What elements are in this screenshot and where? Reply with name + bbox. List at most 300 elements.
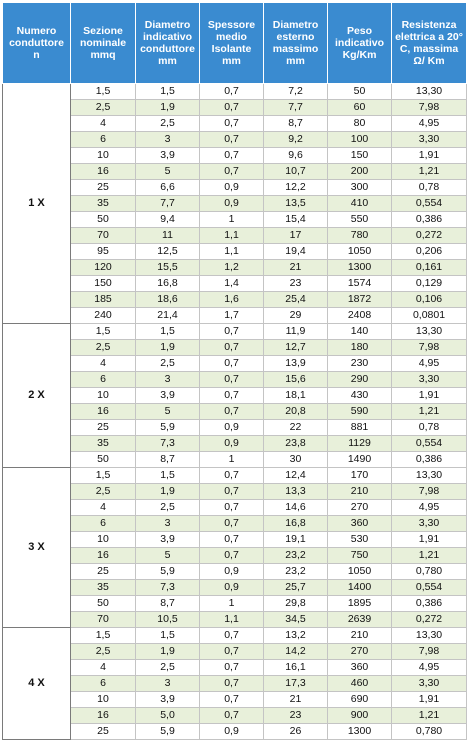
cell-spessore: 0,7	[200, 356, 264, 372]
cell-diametro-esterno: 8,7	[264, 116, 328, 132]
cell-sezione: 6	[71, 132, 136, 148]
cell-resistenza: 0,554	[392, 580, 467, 596]
table-row	[3, 644, 467, 660]
cell-peso: 80	[328, 116, 392, 132]
table-row	[3, 436, 467, 452]
cell-spessore: 0,9	[200, 564, 264, 580]
cell-peso: 150	[328, 148, 392, 164]
cell-diametro-conduttore: 1,5	[136, 628, 200, 644]
table-row	[3, 148, 467, 164]
cell-resistenza: 1,21	[392, 548, 467, 564]
cell-diametro-esterno: 9,6	[264, 148, 328, 164]
cell-spessore: 1	[200, 596, 264, 612]
cell-peso: 780	[328, 228, 392, 244]
cell-spessore: 0,7	[200, 516, 264, 532]
cell-spessore: 1	[200, 212, 264, 228]
cell-peso: 2639	[328, 612, 392, 628]
cell-sezione: 240	[71, 308, 136, 324]
cell-diametro-conduttore: 12,5	[136, 244, 200, 260]
cell-resistenza: 7,98	[392, 340, 467, 356]
cell-spessore: 1,1	[200, 612, 264, 628]
cell-diametro-conduttore: 7,3	[136, 436, 200, 452]
cell-spessore: 1	[200, 452, 264, 468]
cell-diametro-conduttore: 11	[136, 228, 200, 244]
cell-resistenza: 1,21	[392, 708, 467, 724]
cell-sezione: 6	[71, 516, 136, 532]
cell-diametro-esterno: 23,2	[264, 548, 328, 564]
cell-diametro-esterno: 12,4	[264, 468, 328, 484]
table-row	[3, 212, 467, 228]
cell-sezione: 50	[71, 212, 136, 228]
cell-spessore: 1,1	[200, 244, 264, 260]
header-numero-conduttore: Numero conduttore n	[3, 3, 71, 84]
cell-sezione: 16	[71, 404, 136, 420]
cell-diametro-esterno: 14,6	[264, 500, 328, 516]
cell-resistenza: 3,30	[392, 676, 467, 692]
table-row	[3, 324, 467, 340]
cell-peso: 1574	[328, 276, 392, 292]
cell-diametro-conduttore: 2,5	[136, 356, 200, 372]
cell-spessore: 0,9	[200, 580, 264, 596]
cell-sezione: 10	[71, 148, 136, 164]
cell-peso: 550	[328, 212, 392, 228]
cell-diametro-esterno: 23	[264, 276, 328, 292]
cell-spessore: 0,9	[200, 180, 264, 196]
cell-diametro-conduttore: 5	[136, 548, 200, 564]
cell-peso: 750	[328, 548, 392, 564]
cell-resistenza: 0,206	[392, 244, 467, 260]
cell-sezione: 4	[71, 500, 136, 516]
cell-spessore: 0,7	[200, 692, 264, 708]
header-diametro-esterno: Diametro esterno massimo mm	[264, 3, 328, 84]
cell-diametro-conduttore: 1,5	[136, 468, 200, 484]
cell-diametro-esterno: 23	[264, 708, 328, 724]
cell-spessore: 0,7	[200, 164, 264, 180]
cell-resistenza: 0,78	[392, 180, 467, 196]
table-row	[3, 676, 467, 692]
cell-sezione: 1,5	[71, 84, 136, 100]
cell-diametro-conduttore: 5	[136, 164, 200, 180]
cell-diametro-esterno: 13,2	[264, 628, 328, 644]
cell-sezione: 6	[71, 676, 136, 692]
cell-diametro-esterno: 25,4	[264, 292, 328, 308]
table-row	[3, 708, 467, 724]
cell-spessore: 0,7	[200, 708, 264, 724]
cell-diametro-conduttore: 2,5	[136, 500, 200, 516]
cell-peso: 881	[328, 420, 392, 436]
cell-diametro-esterno: 11,9	[264, 324, 328, 340]
cell-sezione: 120	[71, 260, 136, 276]
cell-spessore: 0,7	[200, 660, 264, 676]
cell-spessore: 0,9	[200, 724, 264, 740]
cell-spessore: 0,7	[200, 148, 264, 164]
cell-sezione: 4	[71, 116, 136, 132]
cell-diametro-esterno: 12,2	[264, 180, 328, 196]
cell-resistenza: 0,386	[392, 596, 467, 612]
cell-diametro-conduttore: 5,9	[136, 564, 200, 580]
cell-diametro-esterno: 21	[264, 692, 328, 708]
cell-diametro-esterno: 20,8	[264, 404, 328, 420]
table-row	[3, 116, 467, 132]
cell-sezione: 150	[71, 276, 136, 292]
cell-sezione: 95	[71, 244, 136, 260]
cell-diametro-esterno: 18,1	[264, 388, 328, 404]
cell-resistenza: 3,30	[392, 132, 467, 148]
cell-diametro-esterno: 29,8	[264, 596, 328, 612]
cell-diametro-esterno: 17,3	[264, 676, 328, 692]
table-row	[3, 100, 467, 116]
cell-spessore: 0,9	[200, 196, 264, 212]
cell-diametro-esterno: 15,4	[264, 212, 328, 228]
cell-diametro-conduttore: 5	[136, 404, 200, 420]
cell-peso: 50	[328, 84, 392, 100]
table-row	[3, 132, 467, 148]
cell-resistenza: 7,98	[392, 484, 467, 500]
cell-diametro-conduttore: 1,5	[136, 84, 200, 100]
cell-spessore: 1,7	[200, 308, 264, 324]
cell-resistenza: 0,780	[392, 564, 467, 580]
cell-resistenza: 1,91	[392, 532, 467, 548]
cell-sezione: 70	[71, 228, 136, 244]
table-row	[3, 628, 467, 644]
cell-peso: 1129	[328, 436, 392, 452]
cell-spessore: 0,7	[200, 100, 264, 116]
cell-diametro-esterno: 19,1	[264, 532, 328, 548]
header-sezione-nominale: Sezione nominale mmq	[71, 3, 136, 84]
cell-peso: 1050	[328, 564, 392, 580]
cell-resistenza: 7,98	[392, 644, 467, 660]
cell-peso: 210	[328, 484, 392, 500]
cell-peso: 900	[328, 708, 392, 724]
cell-resistenza: 1,91	[392, 388, 467, 404]
cell-resistenza: 4,95	[392, 500, 467, 516]
cell-spessore: 0,7	[200, 468, 264, 484]
cell-resistenza: 0,0801	[392, 308, 467, 324]
cell-diametro-conduttore: 5,9	[136, 420, 200, 436]
table-row	[3, 388, 467, 404]
cell-resistenza: 0,78	[392, 420, 467, 436]
cell-peso: 690	[328, 692, 392, 708]
cell-sezione: 10	[71, 692, 136, 708]
table-row	[3, 484, 467, 500]
table-row	[3, 84, 467, 100]
cell-diametro-conduttore: 9,4	[136, 212, 200, 228]
cell-diametro-esterno: 25,7	[264, 580, 328, 596]
cell-diametro-conduttore: 3,9	[136, 692, 200, 708]
cell-sezione: 4	[71, 660, 136, 676]
cell-sezione: 2,5	[71, 100, 136, 116]
cell-spessore: 1,2	[200, 260, 264, 276]
cell-diametro-conduttore: 1,9	[136, 644, 200, 660]
cell-spessore: 0,7	[200, 132, 264, 148]
cell-spessore: 1,1	[200, 228, 264, 244]
table-row	[3, 228, 467, 244]
cell-peso: 430	[328, 388, 392, 404]
cell-peso: 1872	[328, 292, 392, 308]
cell-resistenza: 0,129	[392, 276, 467, 292]
table-row	[3, 452, 467, 468]
cell-spessore: 0,7	[200, 484, 264, 500]
cell-peso: 1490	[328, 452, 392, 468]
cell-resistenza: 0,386	[392, 452, 467, 468]
cell-spessore: 0,9	[200, 420, 264, 436]
cell-resistenza: 0,386	[392, 212, 467, 228]
cell-diametro-esterno: 9,2	[264, 132, 328, 148]
cell-diametro-conduttore: 3	[136, 372, 200, 388]
cell-resistenza: 0,554	[392, 196, 467, 212]
cell-diametro-esterno: 34,5	[264, 612, 328, 628]
cell-peso: 1895	[328, 596, 392, 612]
table-row	[3, 340, 467, 356]
cell-resistenza: 7,98	[392, 100, 467, 116]
cell-diametro-esterno: 30	[264, 452, 328, 468]
header-peso-indicativo: Peso indicativo Kg/Km	[328, 3, 392, 84]
cell-peso: 360	[328, 660, 392, 676]
cell-peso: 360	[328, 516, 392, 532]
cell-sezione: 35	[71, 196, 136, 212]
cell-spessore: 0,7	[200, 340, 264, 356]
cell-peso: 140	[328, 324, 392, 340]
cell-sezione: 10	[71, 532, 136, 548]
table-body	[3, 84, 467, 740]
cell-diametro-conduttore: 7,7	[136, 196, 200, 212]
cell-peso: 200	[328, 164, 392, 180]
cell-diametro-conduttore: 2,5	[136, 660, 200, 676]
cell-spessore: 0,7	[200, 676, 264, 692]
cell-sezione: 10	[71, 388, 136, 404]
cell-sezione: 1,5	[71, 628, 136, 644]
cell-diametro-conduttore: 21,4	[136, 308, 200, 324]
cell-diametro-esterno: 15,6	[264, 372, 328, 388]
cell-resistenza: 13,30	[392, 324, 467, 340]
group-label: 3 X	[3, 468, 71, 628]
table-row	[3, 260, 467, 276]
cell-resistenza: 13,30	[392, 84, 467, 100]
cell-diametro-esterno: 13,5	[264, 196, 328, 212]
cell-resistenza: 1,21	[392, 164, 467, 180]
table-row	[3, 500, 467, 516]
cell-peso: 530	[328, 532, 392, 548]
cell-sezione: 25	[71, 564, 136, 580]
table-row	[3, 612, 467, 628]
cell-sezione: 35	[71, 580, 136, 596]
cell-diametro-conduttore: 15,5	[136, 260, 200, 276]
cell-diametro-conduttore: 6,6	[136, 180, 200, 196]
cell-peso: 1300	[328, 260, 392, 276]
cell-sezione: 50	[71, 452, 136, 468]
cell-resistenza: 0,780	[392, 724, 467, 740]
cell-diametro-conduttore: 3	[136, 132, 200, 148]
cell-spessore: 1,6	[200, 292, 264, 308]
cell-diametro-conduttore: 8,7	[136, 452, 200, 468]
cell-sezione: 185	[71, 292, 136, 308]
cell-peso: 230	[328, 356, 392, 372]
table-row	[3, 356, 467, 372]
cell-diametro-esterno: 13,9	[264, 356, 328, 372]
cell-diametro-conduttore: 8,7	[136, 596, 200, 612]
table-row	[3, 164, 467, 180]
cell-sezione: 4	[71, 356, 136, 372]
cell-diametro-conduttore: 3,9	[136, 532, 200, 548]
header-spessore-isolante: Spessore medio Isolante mm	[200, 3, 264, 84]
cell-diametro-esterno: 19,4	[264, 244, 328, 260]
cell-spessore: 0,7	[200, 324, 264, 340]
cell-diametro-esterno: 26	[264, 724, 328, 740]
cell-peso: 1400	[328, 580, 392, 596]
group-label: 1 X	[3, 84, 71, 324]
table-row	[3, 724, 467, 740]
cell-sezione: 1,5	[71, 324, 136, 340]
header-diametro-conduttore: Diametro indicativo conduttore mm	[136, 3, 200, 84]
table-row	[3, 516, 467, 532]
table-row	[3, 596, 467, 612]
cell-resistenza: 13,30	[392, 628, 467, 644]
cell-spessore: 0,7	[200, 532, 264, 548]
cell-diametro-esterno: 13,3	[264, 484, 328, 500]
cell-sezione: 1,5	[71, 468, 136, 484]
table-row	[3, 692, 467, 708]
cell-peso: 590	[328, 404, 392, 420]
cell-diametro-conduttore: 3	[136, 676, 200, 692]
cell-spessore: 0,7	[200, 84, 264, 100]
cell-diametro-esterno: 16,8	[264, 516, 328, 532]
cell-peso: 410	[328, 196, 392, 212]
cell-sezione: 70	[71, 612, 136, 628]
cell-spessore: 0,7	[200, 388, 264, 404]
cell-peso: 270	[328, 644, 392, 660]
cell-resistenza: 3,30	[392, 516, 467, 532]
cell-diametro-conduttore: 1,9	[136, 484, 200, 500]
cell-sezione: 6	[71, 372, 136, 388]
cell-spessore: 0,7	[200, 500, 264, 516]
cell-sezione: 16	[71, 164, 136, 180]
cell-resistenza: 4,95	[392, 660, 467, 676]
cell-diametro-conduttore: 1,9	[136, 100, 200, 116]
table-row	[3, 468, 467, 484]
cell-spessore: 0,7	[200, 372, 264, 388]
cell-peso: 2408	[328, 308, 392, 324]
cell-diametro-conduttore: 18,6	[136, 292, 200, 308]
cell-diametro-conduttore: 7,3	[136, 580, 200, 596]
cell-peso: 1050	[328, 244, 392, 260]
cell-diametro-esterno: 23,2	[264, 564, 328, 580]
cell-sezione: 2,5	[71, 644, 136, 660]
cell-resistenza: 0,161	[392, 260, 467, 276]
header-resistenza-elettrica: Resistenza elettrica a 20° C, massima Ω/ Km	[392, 3, 467, 84]
cell-diametro-conduttore: 5,9	[136, 724, 200, 740]
table-row	[3, 532, 467, 548]
cell-spessore: 0,9	[200, 436, 264, 452]
cell-spessore: 0,7	[200, 644, 264, 660]
table-row	[3, 420, 467, 436]
cell-resistenza: 1,21	[392, 404, 467, 420]
cell-spessore: 0,7	[200, 116, 264, 132]
cell-resistenza: 13,30	[392, 468, 467, 484]
table-row	[3, 292, 467, 308]
cell-diametro-esterno: 23,8	[264, 436, 328, 452]
cell-peso: 290	[328, 372, 392, 388]
table-row	[3, 276, 467, 292]
cell-diametro-esterno: 7,2	[264, 84, 328, 100]
cell-spessore: 0,7	[200, 404, 264, 420]
cell-diametro-esterno: 29	[264, 308, 328, 324]
cell-resistenza: 0,272	[392, 228, 467, 244]
cell-peso: 60	[328, 100, 392, 116]
cell-diametro-conduttore: 5,0	[136, 708, 200, 724]
cell-diametro-conduttore: 16,8	[136, 276, 200, 292]
cell-resistenza: 1,91	[392, 148, 467, 164]
cell-diametro-conduttore: 10,5	[136, 612, 200, 628]
cell-sezione: 2,5	[71, 340, 136, 356]
cable-spec-table	[2, 2, 467, 740]
table-row	[3, 244, 467, 260]
cell-sezione: 16	[71, 708, 136, 724]
cell-diametro-conduttore: 1,5	[136, 324, 200, 340]
cell-diametro-esterno: 7,7	[264, 100, 328, 116]
cell-resistenza: 0,554	[392, 436, 467, 452]
cell-resistenza: 4,95	[392, 116, 467, 132]
group-label: 2 X	[3, 324, 71, 468]
cell-peso: 1300	[328, 724, 392, 740]
cell-resistenza: 3,30	[392, 372, 467, 388]
cell-peso: 180	[328, 340, 392, 356]
cell-peso: 100	[328, 132, 392, 148]
cell-sezione: 35	[71, 436, 136, 452]
table-row	[3, 308, 467, 324]
table-row	[3, 580, 467, 596]
cell-sezione: 2,5	[71, 484, 136, 500]
cell-diametro-conduttore: 3	[136, 516, 200, 532]
table-row	[3, 372, 467, 388]
cell-diametro-esterno: 10,7	[264, 164, 328, 180]
table-row	[3, 548, 467, 564]
cell-diametro-esterno: 17	[264, 228, 328, 244]
cell-diametro-conduttore: 1,9	[136, 340, 200, 356]
cable-spec-table-container	[2, 2, 467, 740]
group-label: 4 X	[3, 628, 71, 740]
table-row	[3, 180, 467, 196]
cell-diametro-esterno: 22	[264, 420, 328, 436]
cell-spessore: 0,7	[200, 548, 264, 564]
cell-peso: 460	[328, 676, 392, 692]
table-row	[3, 404, 467, 420]
header-row	[3, 3, 467, 84]
cell-sezione: 25	[71, 724, 136, 740]
cell-resistenza: 1,91	[392, 692, 467, 708]
table-row	[3, 564, 467, 580]
cell-peso: 300	[328, 180, 392, 196]
cell-resistenza: 4,95	[392, 356, 467, 372]
cell-sezione: 25	[71, 420, 136, 436]
cell-diametro-conduttore: 3,9	[136, 388, 200, 404]
cell-diametro-conduttore: 3,9	[136, 148, 200, 164]
cell-diametro-esterno: 12,7	[264, 340, 328, 356]
cell-spessore: 1,4	[200, 276, 264, 292]
cell-diametro-esterno: 21	[264, 260, 328, 276]
cell-sezione: 25	[71, 180, 136, 196]
cell-peso: 170	[328, 468, 392, 484]
cell-sezione: 50	[71, 596, 136, 612]
cell-spessore: 0,7	[200, 628, 264, 644]
cell-diametro-esterno: 16,1	[264, 660, 328, 676]
cell-peso: 270	[328, 500, 392, 516]
cell-diametro-esterno: 14,2	[264, 644, 328, 660]
cell-peso: 210	[328, 628, 392, 644]
cell-sezione: 16	[71, 548, 136, 564]
cell-diametro-conduttore: 2,5	[136, 116, 200, 132]
cell-resistenza: 0,106	[392, 292, 467, 308]
table-row	[3, 196, 467, 212]
